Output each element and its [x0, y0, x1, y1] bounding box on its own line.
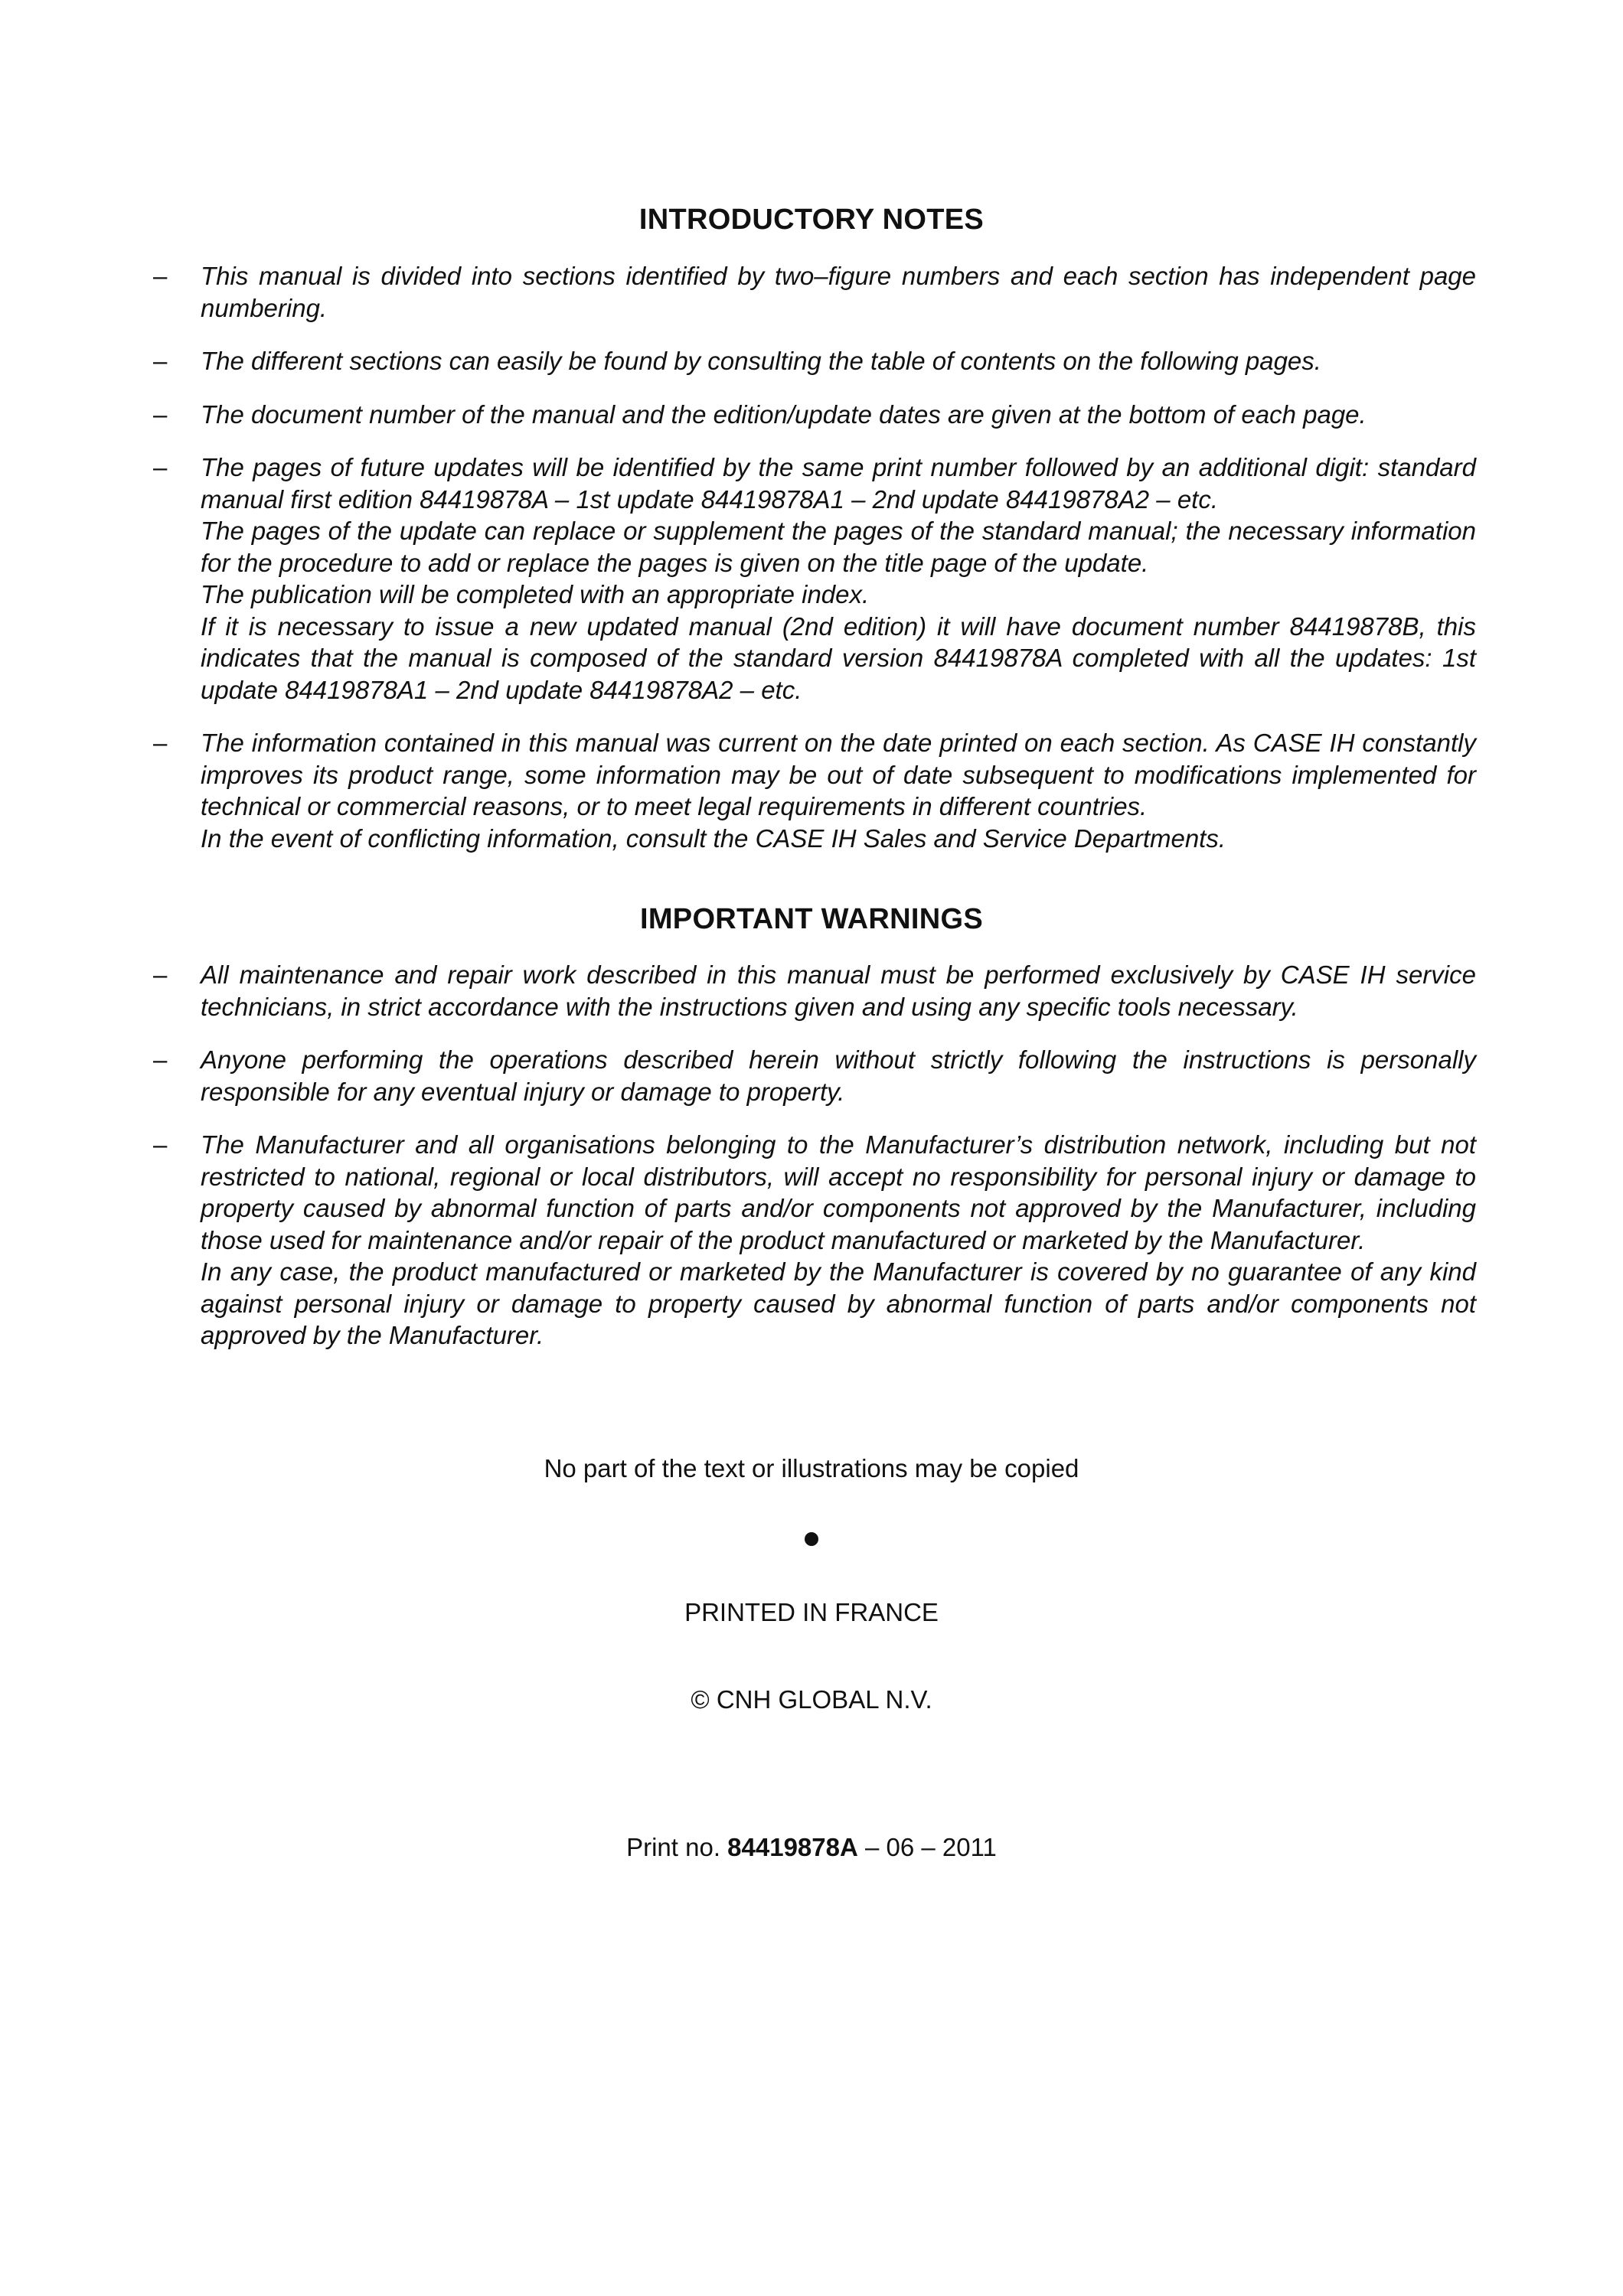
list-item: [153, 452, 1476, 706]
introductory-notes-list: [153, 260, 1476, 876]
dash-bullet: –: [153, 1045, 168, 1074]
list-item: [153, 1044, 1476, 1107]
note-text: In the event of conflicting information, consult the CASE IH Sales and Service Departments.: [201, 823, 1226, 853]
warning-text: All maintenance and repair work described in this manual must be performed exclusively by CASE IH service technicians, in strict accordance with the instructions given and using any specific tools necessary.: [201, 960, 1476, 1021]
note-text: The pages of future updates will be identified by the same print number followed by an additional digit: standard manual first edition 84419878A – 1st update 84419878A1 – 2nd update 84419878A2 – etc.: [201, 453, 1476, 514]
note-text: This manual is divided into sections identified by two–figure numbers and each section has independent page numbering.: [201, 262, 1476, 322]
list-item: [153, 260, 1476, 324]
warning-text: In any case, the product manufactured or marketed by the Manufacturer is covered by no guarantee of any kind against personal injury or damage to property caused by abnormal function of parts and/or components not approved by the Manufacturer.: [201, 1257, 1476, 1349]
copy-restriction-notice: No part of the text or illustrations may be copied: [544, 1454, 1079, 1482]
list-item: [153, 345, 1476, 377]
dash-bullet: –: [153, 262, 168, 290]
dash-bullet: –: [153, 729, 168, 757]
list-item: [153, 1129, 1476, 1352]
dash-bullet: –: [153, 400, 168, 429]
printed-in-notice: PRINTED IN FRANCE: [684, 1598, 939, 1626]
dash-bullet: –: [153, 347, 168, 375]
dash-bullet: –: [153, 1130, 168, 1159]
list-item: [153, 727, 1476, 854]
print-number-date: – 06 – 2011: [865, 1833, 997, 1861]
print-number: [0, 1833, 1623, 1862]
list-item: [153, 959, 1476, 1022]
print-number-value: 84419878A: [727, 1833, 858, 1861]
note-text: The different sections can easily be found by consulting the table of contents on the following pages.: [201, 347, 1321, 375]
note-text: The information contained in this manual was current on the date printed on each section. As CASE IH constantly improves its product range, some information may be out of date subsequent to modifications implemented for technical or commercial reasons, or to meet legal requirements in different countries.: [201, 729, 1476, 820]
note-text: If it is necessary to issue a new updated manual (2nd edition) it will have document number 84419878B, this indicates that the manual is composed of the standard version 84419878A completed with all the updates: 1st update 84419878A1 – 2nd update 84419878A2 – etc.: [201, 612, 1476, 704]
note-text: The pages of the update can replace or supplement the pages of the standard manual; the necessary information for the procedure to add or replace the pages is given on the title page of the update.: [201, 517, 1476, 577]
dash-bullet: –: [153, 960, 168, 989]
dash-bullet: –: [153, 453, 168, 481]
introductory-notes-heading: INTRODUCTORY NOTES: [638, 204, 985, 236]
warning-text: Anyone performing the operations described herein without strictly following the instructions is personally responsible for any eventual injury or damage to property.: [201, 1045, 1476, 1106]
important-warnings-heading: IMPORTANT WARNINGS: [639, 903, 983, 935]
copyright-notice: © CNH GLOBAL N.V.: [691, 1685, 932, 1714]
list-item: [153, 399, 1476, 431]
bullet-dot-icon: [805, 1532, 818, 1546]
note-text: The publication will be completed with an appropriate index.: [201, 580, 870, 608]
important-warnings-list: [153, 959, 1476, 1373]
print-number-label: Print no.: [626, 1833, 720, 1861]
warning-text: The Manufacturer and all organisations belonging to the Manufacturer’s distribution network, including but not restricted to national, regional or local distributors, will accept no responsibility for personal injury or damage to property caused by abnormal function of parts and/or components not approved by the Manufacturer, including those used for maintenance and/or repair of the product manufactured or marketed by the Manufacturer.: [201, 1130, 1476, 1254]
note-text: The document number of the manual and the edition/update dates are given at the bottom of each page.: [201, 400, 1367, 429]
